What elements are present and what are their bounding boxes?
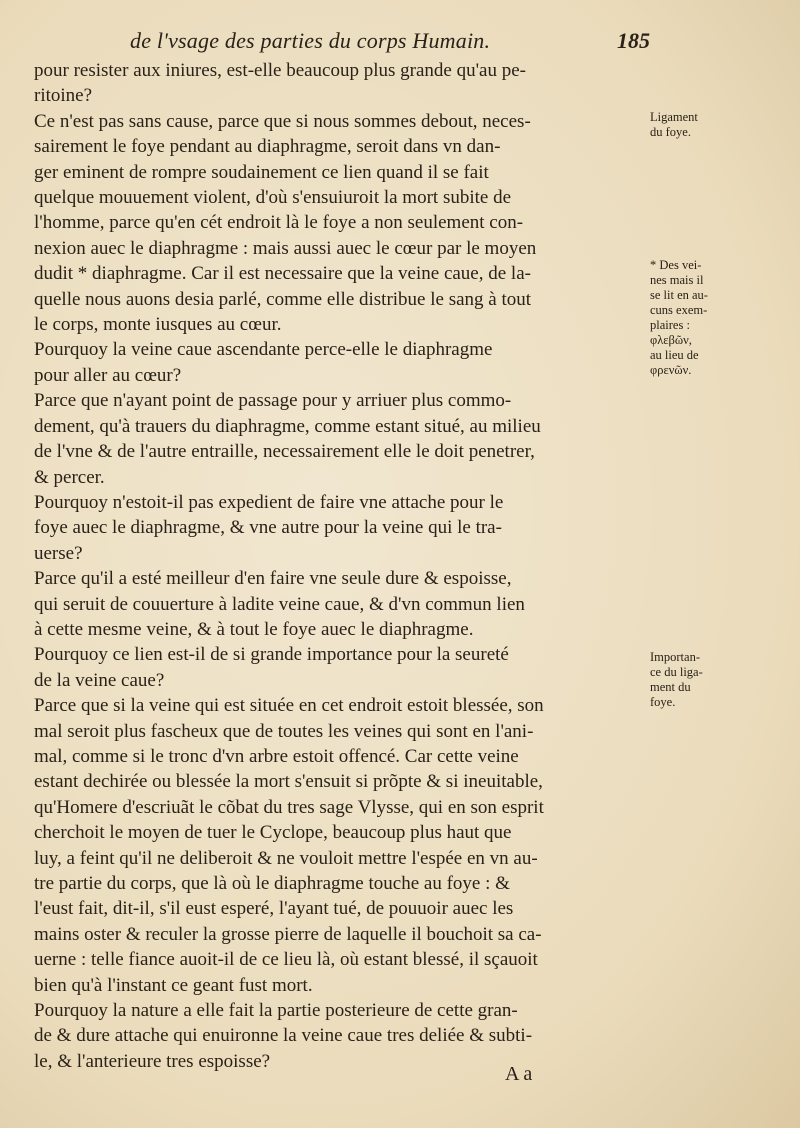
- text-line: Parce que si la veine qui est située en cet endroit estoit blessée, son: [34, 695, 544, 717]
- text-line: dudit * diaphragme. Car il est necessaire que la veine caue, de la-: [34, 263, 531, 285]
- text-line: tre partie du corps, que là où le diaphragme touche au foye : &: [34, 873, 510, 894]
- margin-note-line: plaires :: [650, 318, 690, 332]
- text-line: pour resister aux iniures, est-elle beaucoup plus grande qu'au pe-: [34, 60, 526, 81]
- text-line: mains oster & reculer la grosse pierre de laquelle il bouchoit sa ca-: [34, 923, 542, 945]
- margin-note-line: ce du liga-: [650, 665, 703, 679]
- text-line: mal seroit plus fascheux que de toutes les veines qui sont en l'ani-: [34, 720, 534, 742]
- text-line: ger eminent de rompre soudainement ce lien quand il se fait: [34, 161, 489, 183]
- text-line: Parce que n'ayant point de passage pour y arriuer plus commo-: [34, 390, 512, 412]
- text-line: quelque mouuement violent, d'où s'ensuiuroit la mort subite de: [34, 187, 512, 209]
- text-line: le, & l'anterieure tres espoisse?: [34, 1050, 271, 1072]
- page-header: [130, 28, 650, 58]
- text-line: & percer.: [34, 466, 105, 488]
- page-number: 185: [617, 28, 650, 53]
- text-line: qui seruit de couuerture à ladite veine caue, & d'vn commun lien: [34, 593, 525, 615]
- text-line: dement, qu'à trauers du diaphragme, comme estant situé, au milieu: [34, 415, 541, 437]
- margin-note-line: * Des vei-: [650, 258, 702, 272]
- text-line: foye auec le diaphragme, & vne autre pour la veine qui le tra-: [34, 517, 502, 539]
- text-line: uerse?: [34, 542, 83, 564]
- text-line: de l'vne & de l'autre entraille, necessairement elle le doit penetrer,: [34, 441, 535, 463]
- text-line: Pourquoy la veine caue ascendante perce-elle le diaphragme: [34, 339, 493, 361]
- text-line: mal, comme si le tronc d'vn arbre estoit offencé. Car cette veine: [34, 745, 519, 767]
- margin-note: [650, 650, 703, 710]
- margin-note-line: nes mais il: [650, 273, 704, 287]
- margin-note-line: φλεβῶν,: [650, 333, 692, 347]
- text-line: Pourquoy la nature a elle fait la partie posterieure de cette gran-: [34, 1000, 518, 1022]
- text-line: pour aller au cœur?: [34, 364, 182, 386]
- margin-note: [650, 110, 698, 140]
- text-line: Pourquoy n'estoit-il pas expedient de faire vne attache pour le: [34, 491, 504, 513]
- text-line: quelle nous auons desia parlé, comme elle distribue le sang à tout: [34, 288, 532, 310]
- text-line: nexion auec le diaphragme : mais aussi auec le cœur par le moyen: [34, 237, 537, 259]
- signature-mark: A a: [505, 1063, 533, 1085]
- margin-note: [650, 258, 708, 378]
- running-head: de l'vsage des parties du corps Humain.: [130, 28, 491, 53]
- text-line: bien qu'à l'instant ce geant fust mort.: [34, 974, 313, 996]
- text-line: ritoine?: [34, 85, 93, 107]
- margin-note-line: du foye.: [650, 125, 691, 139]
- text-line: à cette mesme veine, & à tout le foye auec le diaphragme.: [34, 618, 474, 640]
- text-line: l'homme, parce qu'en cét endroit là le foye a non seulement con-: [34, 212, 524, 234]
- margin-note-line: au lieu de: [650, 348, 699, 362]
- margin-note-line: Importan-: [650, 650, 700, 664]
- margin-note-line: se lit en au-: [650, 288, 708, 302]
- text-line: luy, a feint qu'il ne deliberoit & ne vouloit mettre l'espée en vn au-: [34, 847, 538, 869]
- text-line: de & dure attache qui enuironne la veine caue tres deliée & subti-: [34, 1025, 533, 1047]
- text-line: Pourquoy ce lien est-il de si grande importance pour la seureté: [34, 644, 509, 666]
- margin-note-line: Ligament: [650, 110, 698, 124]
- margin-note-line: ment du: [650, 680, 691, 694]
- text-line: le corps, monte iusques au cœur.: [34, 314, 282, 336]
- text-line: sairement le foye pendant au diaphragme, seroit dans vn dan-: [34, 136, 501, 158]
- text-line: l'eust fait, dit-il, s'il eust esperé, l'ayant tué, de pouuoir auec les: [34, 898, 514, 920]
- margin-note-line: φρενῶν.: [650, 363, 692, 377]
- text-line: uerne : telle fiance auoit-il de ce lieu là, où estant blessé, il sçauoit: [34, 949, 538, 971]
- text-line: de la veine caue?: [34, 669, 165, 691]
- text-line: cherchoit le moyen de tuer le Cyclope, beaucoup plus haut que: [34, 822, 512, 844]
- margin-note-line: foye.: [650, 695, 676, 709]
- text-line: estant dechirée ou blessée la mort s'ensuit si prõpte & si ineuitable,: [34, 771, 543, 793]
- margin-note-line: cuns exem-: [650, 303, 708, 317]
- body-text: [34, 58, 646, 1074]
- text-line: Parce qu'il a esté meilleur d'en faire vne seule dure & espoisse,: [34, 568, 512, 590]
- text-line: Ce n'est pas sans cause, parce que si nous sommes debout, neces-: [34, 110, 531, 132]
- text-line: qu'Homere d'escriuãt le cõbat du tres sage Vlysse, qui en son esprit: [34, 796, 544, 818]
